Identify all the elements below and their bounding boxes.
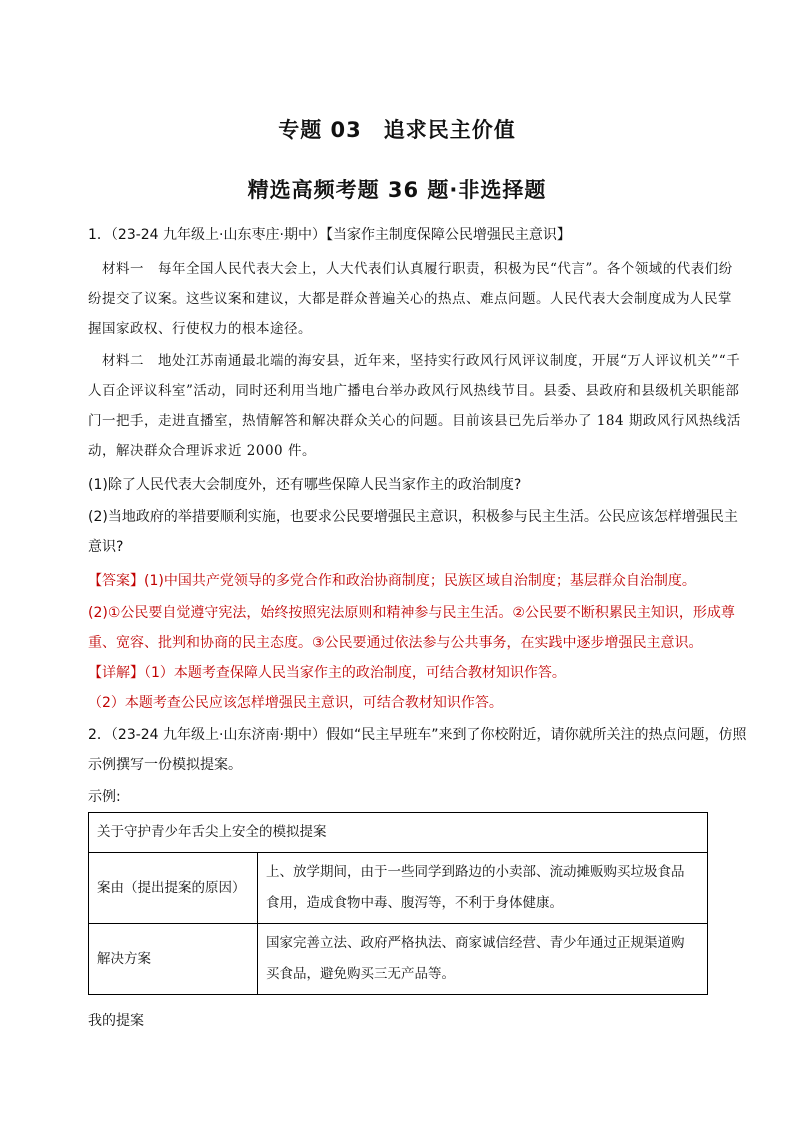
material-2-line-3: 门一把手，走进直播室，热情解答和解决群众关心的问题。目前该县已先后举办了 184 期政风行风热线活 (88, 413, 741, 429)
material-2-line-4: 动，解决群众合理诉求近 2000 件。 (88, 443, 316, 459)
question-1-sub-2-line-1: (2)当地政府的举措要顺利实施，也要求公民要增强民主意识，积极参与民主生活。公民应该怎样增强民主 (88, 509, 738, 525)
question-2-stem-line-2: 示例撰写一份模拟提案。 (88, 757, 242, 773)
page-subtitle: 精选高频考题 36 题·非选择题 (247, 178, 547, 202)
table-content-line: 买食品，避免购买三无产品等。 (266, 966, 455, 982)
material-2-line-2: 人百企评议科室”活动，同时还利用当地广播电台举办政风行风热线节目。县委、县政府和县级机关职能部 (88, 383, 740, 399)
detail-line-2: （2）本题考查公民应该怎样增强民主意识，可结合教材知识作答。 (88, 695, 503, 711)
detail-tag: 【详解】 (88, 665, 144, 681)
table-row (89, 813, 708, 853)
question-2-stem-line-1: 2．（23-24 九年级上·山东济南·期中）假如“民主早班车”来到了你校附近，请你就所关注的热点问题，仿照 (88, 727, 747, 743)
table-content-cell (258, 924, 708, 995)
page-title: 专题 03 追求民主价值 (278, 118, 516, 142)
answer-1: (1)中国共产党领导的多党合作和政治协商制度；民族区域自治制度；基层群众自治制度。 (144, 573, 696, 589)
table-row (89, 853, 708, 924)
table-content-line: 国家完善立法、政府严格执法、商家诚信经营、青少年通过正规渠道购 (266, 935, 685, 951)
material-1-line-1: 材料一 每年全国人民代表大会上，人大代表们认真履行职责，积极为民“代言”。各个领域的代表们纷 (102, 261, 733, 277)
material-1-line-2: 纷提交了议案。这些议案和建议，大都是群众普遍关心的热点、难点问题。人民代表大会制度成为人民掌 (88, 291, 732, 307)
detail-1: （1）本题考查保障人民当家作主的政治制度，可结合教材知识作答。 (144, 665, 566, 681)
answer-line-1 (88, 570, 718, 592)
table-content-line: 上、放学期间，由于一些同学到路边的小卖部、流动摊贩购买垃圾食品 (266, 864, 685, 880)
table-label-cell: 解决方案 (89, 924, 258, 995)
answer-tag: 【答案】 (88, 573, 144, 589)
question-1-sub-2-line-2: 意识? (88, 539, 124, 555)
question-1-stem: 1．（23-24 九年级上·山东枣庄·期中）【当家作主制度保障公民增强民主意识】 (88, 227, 571, 243)
answer-2-line-1: (2)①公民要自觉遵守宪法，始终按照宪法原则和精神参与民主生活。②公民要不断积累民主知识，形成尊 (88, 605, 735, 621)
my-proposal-label: 我的提案 (88, 1013, 144, 1029)
table-label-cell: 案由（提出提案的原因） (89, 853, 258, 924)
example-proposal-table (88, 812, 708, 995)
table-title-cell: 关于守护青少年舌尖上安全的模拟提案 (89, 813, 708, 853)
detail-line-1 (88, 662, 718, 684)
example-label: 示例: (88, 789, 121, 805)
table-content-line: 食用，造成食物中毒、腹泻等，不利于身体健康。 (266, 895, 563, 911)
material-2-line-1: 材料二 地处江苏南通最北端的海安县，近年来，坚持实行政风行风评议制度，开展“万人评议机关”“千 (102, 353, 741, 369)
table-row (89, 924, 708, 995)
answer-2-line-2: 重、宽容、批判和协商的民主态度。③公民要通过依法参与公共事务，在实践中逐步增强民主意识。 (88, 635, 703, 651)
question-1-sub-1: (1)除了人民代表大会制度外，还有哪些保障人民当家作主的政治制度? (88, 477, 522, 493)
material-1-line-3: 握国家政权、行使权力的根本途径。 (88, 321, 312, 337)
table-content-cell (258, 853, 708, 924)
